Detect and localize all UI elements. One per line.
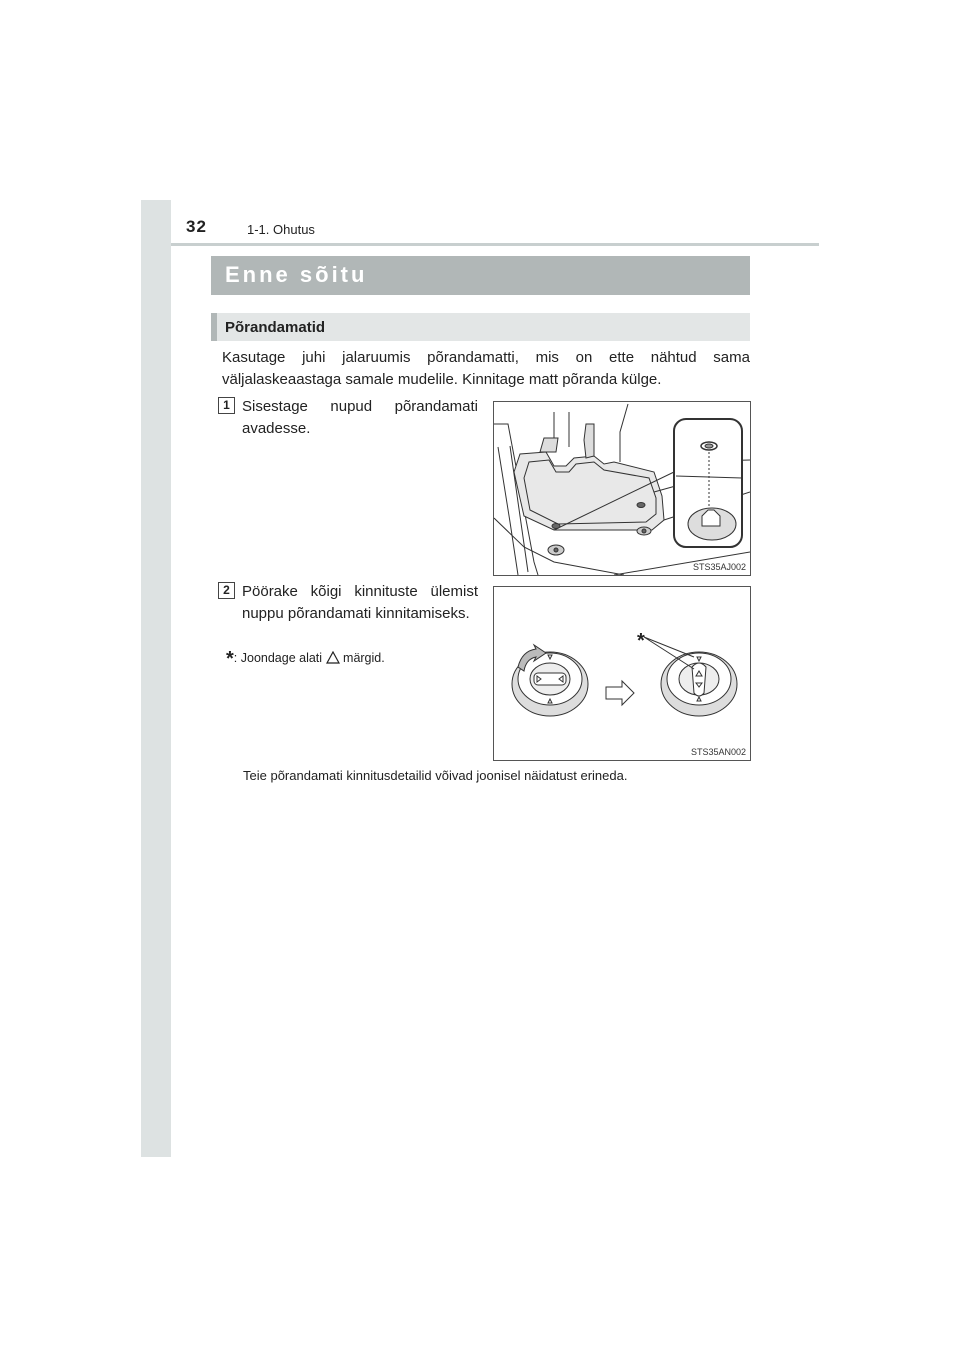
disclaimer-note: Teie põrandamati kinnitusdetailid võivad joonisel näidatust erineda. xyxy=(243,768,628,783)
step-1-text: Sisestage nupud põrandamati avadesse. xyxy=(242,398,478,437)
floor-mat-illustration xyxy=(494,402,750,575)
figure-rotate-knob xyxy=(493,586,751,761)
knob-rotation-illustration xyxy=(494,587,750,760)
section-title: Enne sõitu xyxy=(225,262,368,287)
footnote-suffix: märgid. xyxy=(343,651,385,665)
intro-paragraph: Kasutage juhi jalaruumis põrandamatti, mis on ette nähtud sama väljalaskeaastaga samale mudelile. Kinnitage matt põranda külge. xyxy=(222,349,750,388)
subsection-accent xyxy=(211,313,217,341)
step-2-text: Pöörake kõigi kinnituste ülemist nuppu põrandamati kinnitamiseks. xyxy=(242,583,478,622)
footnote-prefix: : Joondage alati xyxy=(233,651,323,665)
footnote xyxy=(226,648,385,671)
subsection-title: Põrandamatid xyxy=(225,319,326,336)
page-number: 32 xyxy=(186,217,207,236)
step-2-number: 2 xyxy=(218,582,235,599)
figure-2-code: STS35AN002 xyxy=(690,747,746,757)
figure-floor-mat-install xyxy=(493,401,751,576)
chapter-label: 1-1. Ohutus xyxy=(247,222,315,237)
triangle-mark-icon xyxy=(326,651,340,664)
figure-2-asterisk: * xyxy=(637,630,645,652)
step-1-number: 1 xyxy=(218,397,235,414)
header-divider xyxy=(171,243,819,246)
footnote-asterisk: * xyxy=(226,648,234,670)
page-sidebar-tab xyxy=(141,200,171,1157)
figure-1-code: STS35AJ002 xyxy=(692,562,746,572)
